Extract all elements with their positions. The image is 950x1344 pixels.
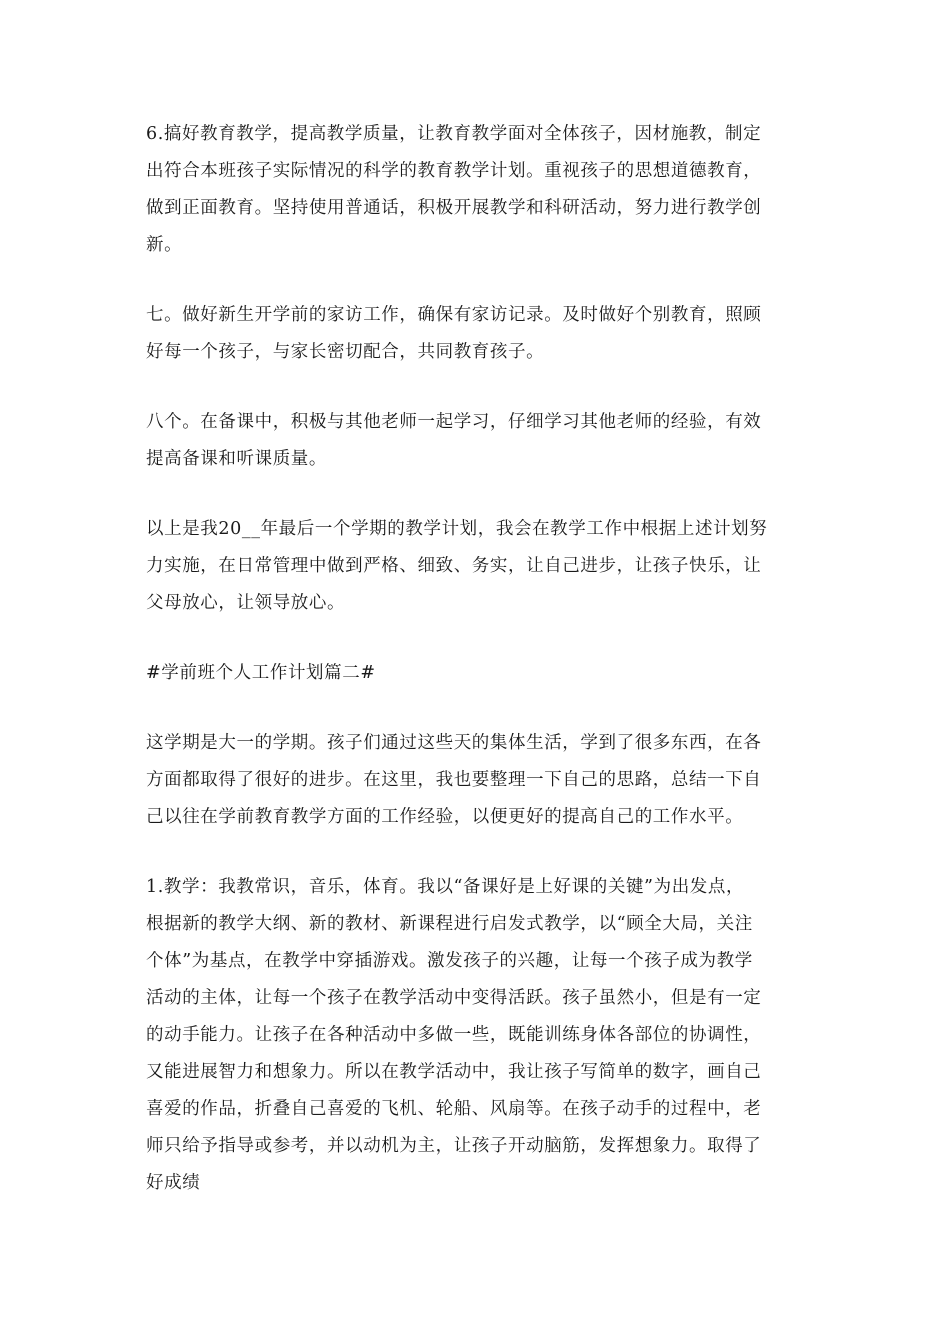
text-line: 新。 — [146, 235, 183, 255]
text-line: 活动的主体，让每一个孩子在教学活动中变得活跃。孩子虽然小，但是有一定 — [146, 988, 762, 1008]
text-line: 又能进展智力和想象力。所以在教学活动中，我让孩子写简单的数字，画自己 — [146, 1062, 762, 1082]
text-line: 6.搞好教育教学，提高教学质量，让教育教学面对全体孩子，因材施教，制定 — [146, 124, 762, 144]
text-line: 好成绩 — [146, 1173, 201, 1193]
paragraph-item-6 — [146, 116, 806, 264]
paragraph-item-8 — [146, 404, 806, 478]
text-line: 出符合本班孩子实际情况的科学的教育教学计划。重视孩子的思想道德教育， — [146, 161, 762, 181]
text-line: 的动手能力。让孩子在各种活动中多做一些，既能训练身体各部位的协调性， — [146, 1025, 762, 1045]
paragraph-summary — [146, 511, 806, 622]
paragraph-teaching — [146, 869, 806, 1202]
section-heading — [146, 655, 806, 692]
document-body — [146, 116, 806, 1235]
paragraph-item-7 — [146, 297, 806, 371]
text-line: 喜爱的作品，折叠自己喜爱的飞机、轮船、风扇等。在孩子动手的过程中，老 — [146, 1099, 762, 1119]
text-line: 以上是我20__年最后一个学期的教学计划，我会在教学工作中根据上述计划努 — [146, 519, 768, 539]
text-line: 力实施，在日常管理中做到严格、细致、务实，让自己进步，让孩子快乐，让 — [146, 556, 762, 576]
text-line: 八个。在备课中，积极与其他老师一起学习，仔细学习其他老师的经验，有效 — [146, 412, 762, 432]
text-line: 七。做好新生开学前的家访工作，确保有家访记录。及时做好个别教育，照顾 — [146, 305, 762, 325]
text-line: 师只给予指导或参考，并以动机为主，让孩子开动脑筋，发挥想象力。取得了 — [146, 1136, 762, 1156]
text-line: 这学期是大一的学期。孩子们通过这些天的集体生活，学到了很多东西，在各 — [146, 733, 762, 753]
text-line: 根据新的教学大纲、新的教材、新课程进行启发式教学，以“顾全大局，关注 — [146, 914, 753, 934]
text-line: 父母放心，让领导放心。 — [146, 593, 346, 613]
text-line: 提高备课和听课质量。 — [146, 449, 327, 469]
text-line: 方面都取得了很好的进步。在这里，我也要整理一下自己的思路，总结一下自 — [146, 770, 762, 790]
heading-line: #学前班个人工作计划篇二# — [146, 663, 376, 683]
text-line: 个体”为基点，在教学中穿插游戏。激发孩子的兴趣，让每一个孩子成为教学 — [146, 951, 753, 971]
text-line: 做到正面教育。坚持使用普通话，积极开展教学和科研活动，努力进行教学创 — [146, 198, 762, 218]
text-line: 好每一个孩子，与家长密切配合，共同教育孩子。 — [146, 342, 545, 362]
text-line: 己以往在学前教育教学方面的工作经验，以便更好的提高自己的工作水平。 — [146, 807, 744, 827]
paragraph-intro — [146, 725, 806, 836]
text-line: 1.教学：我教常识，音乐，体育。我以“备课好是上好课的关键”为出发点， — [146, 877, 745, 897]
